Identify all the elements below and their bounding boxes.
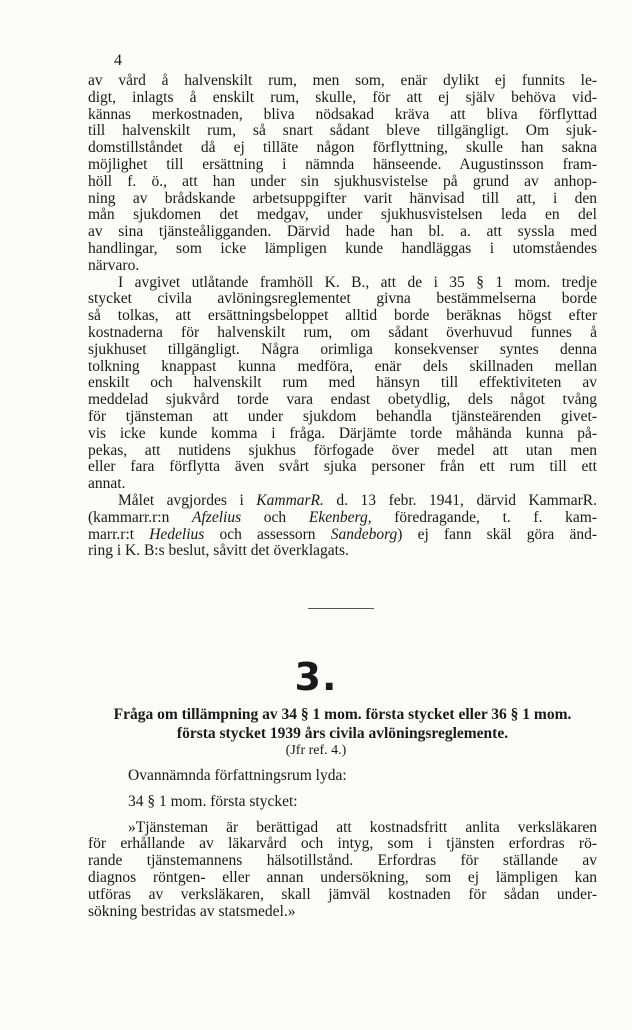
text-line: meddelad sjukvård torde vara endast obetydlig, dels något tvång [88,391,597,409]
text-line: vis icke kunde komma i fråga. Därjämte torde måhända kunna på- [88,424,597,442]
section-heading-line: första stycket 1939 års civila avlöningsreglemente. [176,725,509,742]
intro-line: Ovannämnda författningsrum lyda: [128,767,347,784]
main-text [88,73,597,560]
verdict-line: marr.r:t Hedelius och assessorn Sandeborg) ej fann skäl göra änd- [88,525,597,543]
text-line: handlingar, som icke lämpligen kunde handläggas i utomståendes [88,239,597,257]
quote-line: för erhållande av läkarvård och intyg, som i tjänsten erfordras rö- [88,835,597,853]
text-line: digt, inlagts å enskilt rum, skulle, för att ej själv behöva vid- [88,88,597,106]
text-line: närvaro. [88,256,140,274]
verdict-line: Målet avgjordes i KammarR. d. 13 febr. 1941, därvid KammarR. [118,491,597,509]
text-line: annat. [88,475,126,493]
text-line: kostnaderna för halvenskilt rum, om sådant överhuvud funnes å [88,323,597,341]
text-line: för tjänsteman att under sjukdom behandla tjänsteärenden givet- [88,407,597,425]
text-line: kännas merkostnaden, bliva nödsakad kräva att bliva förflyttad [88,105,597,123]
text-line: pekas, att nutidens sjukhus förfogade över medel att utan men [88,441,597,459]
verdict-line: ring i K. B:s beslut, såvitt det överklagats. [88,542,349,560]
cross-reference: (Jfr ref. 4.) [285,743,347,758]
section-body [88,768,597,920]
verdict-line: (kammarr.r:n Afzelius och Ekenberg, föredragande, t. f. kam- [88,508,597,526]
section-heading-line: Fråga om tillämpning av 34 § 1 mom. första stycket eller 36 § 1 mom. [113,706,572,723]
text-line: sjukhuset tillgängligt. Några orimliga konsekvenser syntes denna [88,340,597,358]
section-heading [88,705,597,743]
quote-line: »Tjänsteman är berättigad att kostnadsfritt anlita verksläkaren [128,818,597,836]
subheading-line: 34 § 1 mom. första stycket: [128,792,298,810]
text-line: av vård å halvenskilt rum, men som, enär dylikt ej funnits le- [88,72,597,89]
text-line: domstillståndet då ej tilläte någon förflyttning, skulle han sakna [88,139,597,157]
text-line: enskilt och halvenskilt rum med hänsyn till effektiviteten av [88,374,597,392]
section-divider [308,608,374,609]
quote-line: sökning bestridas av statsmedel.» [88,902,296,920]
text-line: tolkning knappast kunna medföra, enär dels skillnaden mellan [88,357,597,375]
text-line: höll f. ö., att han under sin sjukhusvistelse på grund av anhop- [88,172,597,190]
text-line: så tolkas, att ersättningsbeloppet alltid borde beräknas högst efter [88,307,597,325]
text-line: till halvenskilt rum, så snart sådant bleve tillgängligt. Om sjuk- [88,122,597,140]
text-line: eller fara förflytta även svårt sjuka personer från ett rum till ett [88,458,597,476]
text-line: av sina tjänsteåligganden. Därvid hade han bl. a. att syssla med [88,223,597,241]
section-number: 3. [294,655,338,699]
page-number: 4 [114,52,122,69]
text-line: mån sjukdomen det medgav, under sjukhusvistelsen leda en del [88,206,597,224]
text-line: stycket civila avlöningsreglementet givna bestämmelserna borde [88,290,597,308]
text-line: I avgivet utlåtande framhöll K. B., att de i 35 § 1 mom. tredje [118,273,597,291]
quote-line: diagnos röntgen- eller annan undersökning, som ej lämpligen kan [88,868,597,886]
quote-line: utföras av verksläkaren, skall jämväl kostnaden för sådan under- [88,885,597,903]
text-line: möjlighet till ersättning i nämnda hänseende. Augustinsson fram- [88,155,597,173]
text-line: ning av brådskande arbetsuppgifter varit hänvisad till att, i den [88,189,597,207]
quote-line: rande tjänstemannens hälsotillstånd. Erfordras för ställande av [88,852,597,870]
